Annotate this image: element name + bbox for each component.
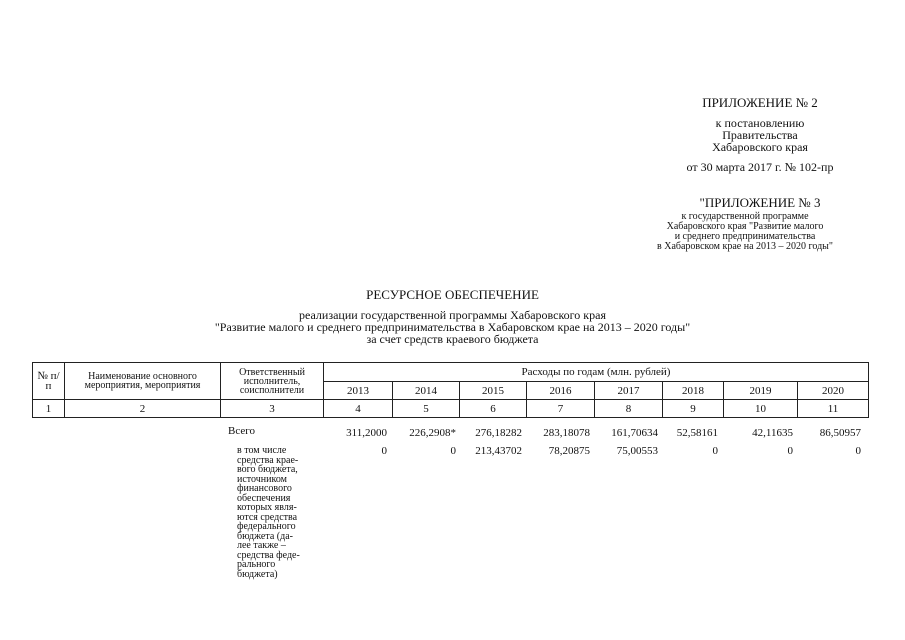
- cell-value: 0: [712, 445, 718, 457]
- column-number: 11: [797, 399, 869, 418]
- header-name: Наименование основного мероприятия, мероприятия: [64, 362, 221, 400]
- cell-value: 283,18078: [543, 427, 590, 439]
- document-subtitle: [0, 309, 905, 345]
- document-title: РЕСУРСНОЕ ОБЕСПЕЧЕНИЕ: [366, 287, 539, 302]
- appendix2-line: Хабаровского края: [712, 140, 808, 154]
- appendix2-title: ПРИЛОЖЕНИЕ № 2: [702, 95, 818, 110]
- cell-value: 0: [855, 445, 861, 457]
- document-subtitle-line: реализации государственной программы Хабаровского края: [299, 308, 606, 322]
- column-number: 1: [32, 399, 65, 418]
- year-header: 2015: [459, 381, 527, 400]
- cell-value: 0: [787, 445, 793, 457]
- cell-value: 42,11635: [752, 427, 793, 439]
- appendix3-line: в Хабаровском крае на 2013 – 2020 годы": [657, 241, 833, 252]
- appendix3-lines: [600, 212, 890, 252]
- row-label: Всего: [228, 425, 255, 437]
- header-expenses: Расходы по годам (млн. рублей): [323, 362, 869, 382]
- appendix3-title: "ПРИЛОЖЕНИЕ № 3: [699, 195, 821, 210]
- appendix2-line: Правительства: [722, 128, 798, 142]
- appendix2-line: к постановлению: [715, 116, 805, 130]
- column-number: 7: [526, 399, 595, 418]
- cell-value: 213,43702: [475, 445, 522, 457]
- cell-value: 78,20875: [548, 445, 590, 457]
- cell-value: 0: [450, 445, 456, 457]
- year-header: 2017: [594, 381, 663, 400]
- column-number: 3: [220, 399, 324, 418]
- header-responsible: Ответственный исполнитель, соисполнители: [220, 362, 324, 400]
- appendix2-date: от 30 марта 2017 г. № 102-пр: [686, 160, 834, 174]
- column-number: 2: [64, 399, 221, 418]
- column-number: 8: [594, 399, 663, 418]
- column-number: 4: [323, 399, 393, 418]
- cell-value: 276,18282: [475, 427, 522, 439]
- row-label: в том числе средства крае- вого бюджета, источником финансового обеспечения которых явля- ются средства федерального бюджета (да- лее также – средства феде- рального бюджета): [237, 445, 300, 580]
- cell-value: 311,2000: [346, 427, 387, 439]
- year-header: 2016: [526, 381, 595, 400]
- year-header: 2014: [392, 381, 460, 400]
- cell-value: 226,2908*: [409, 427, 456, 439]
- appendix3-line: к государственной программе: [681, 211, 809, 222]
- year-header: 2019: [723, 381, 798, 400]
- appendix3-line: Хабаровского края "Развитие малого: [666, 221, 824, 232]
- cell-value: 75,00553: [616, 445, 658, 457]
- year-header: 2020: [797, 381, 869, 400]
- cell-value: 0: [381, 445, 387, 457]
- column-number: 6: [459, 399, 527, 418]
- document-subtitle-line: за счет средств краевого бюджета: [366, 332, 539, 346]
- appendix3-line: и среднего предпринимательства: [674, 231, 816, 242]
- cell-value: 52,58161: [676, 427, 718, 439]
- header-num: № п/п: [32, 362, 65, 400]
- cell-value: 161,70634: [611, 427, 658, 439]
- column-number: 10: [723, 399, 798, 418]
- document-subtitle-line: "Развитие малого и среднего предпринимательства в Хабаровском крае на 2013 – 2020 годы": [214, 320, 691, 334]
- appendix2-lines: [640, 117, 880, 153]
- column-number: 5: [392, 399, 460, 418]
- column-number: 9: [662, 399, 724, 418]
- year-header: 2013: [323, 381, 393, 400]
- cell-value: 86,50957: [819, 427, 861, 439]
- year-header: 2018: [662, 381, 724, 400]
